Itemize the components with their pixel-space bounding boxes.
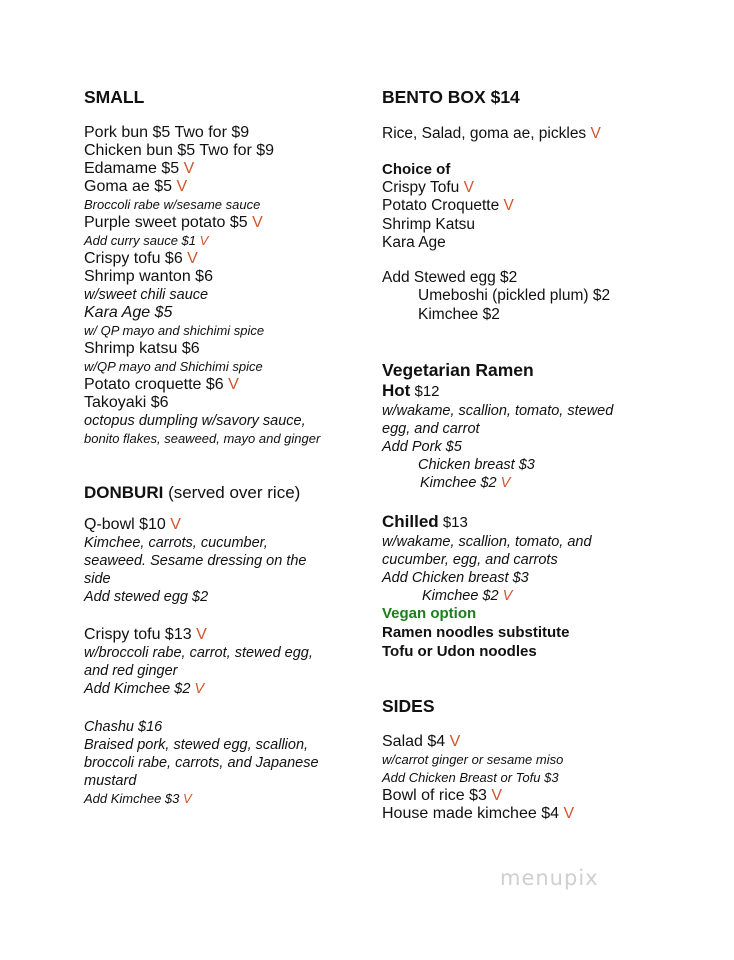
item-donburi-crispy-tofu-desc-3-label: Add Kimchee $2: [84, 681, 191, 697]
menupix-watermark: menupix: [500, 866, 599, 890]
vegetarian-mark: V: [194, 681, 205, 697]
ramen-vegan-desc-1: Ramen noodles substitute: [382, 624, 570, 641]
item-donburi-crispy-tofu-desc-1: w/broccoli rabe, carrot, stewed egg,: [84, 645, 313, 661]
side-salad: [382, 733, 682, 751]
bento-option-potato-croquette-label: Potato Croquette: [382, 197, 500, 214]
vegetarian-mark: V: [252, 214, 263, 231]
side-bowl-of-rice-label: Bowl of rice $3: [382, 787, 487, 804]
item-qbowl-desc-1: Kimchee, carrots, cucumber,: [84, 535, 268, 551]
vegetarian-mark: V: [491, 787, 503, 804]
item-purple-potato-desc: [84, 232, 364, 250]
ramen-hot-desc-5: [382, 474, 682, 492]
ramen-hot-desc-5-label: Kimchee $2: [420, 475, 497, 491]
donburi-chashu: [84, 718, 364, 808]
right-column: [382, 86, 682, 823]
ramen-vegan-option: Vegan option: [382, 605, 477, 622]
item-chashu-desc-4: [84, 790, 364, 808]
item-qbowl: [84, 516, 364, 534]
vegetarian-mark: V: [449, 733, 461, 750]
donburi-title: DONBURI: [84, 483, 164, 502]
ramen-hot-header: [382, 381, 682, 402]
bento-addons: [382, 269, 682, 325]
donburi-qbowl: [84, 516, 364, 606]
item-shrimp-katsu: Shrimp katsu $6: [84, 340, 200, 357]
vegetarian-mark: V: [563, 805, 575, 822]
ramen-chilled-desc-2: cucumber, egg, and carrots: [382, 552, 558, 568]
side-salad-desc-2: Add Chicken Breast or Tofu $3: [382, 770, 559, 785]
donburi-crispy-tofu: [84, 626, 364, 698]
ramen-chilled-price: $13: [438, 514, 468, 531]
bento-option-crispy-tofu-label: Crispy Tofu: [382, 178, 460, 196]
item-qbowl-desc-3: side: [84, 571, 111, 587]
bento-desc: [382, 125, 682, 144]
item-qbowl-desc-4: Add stewed egg $2: [84, 589, 209, 605]
bento-desc-label: Rice, Salad, goma ae, pickles: [382, 125, 587, 142]
ramen-hot: [382, 381, 682, 492]
item-chashu-desc-4-label: Add Kimchee $3: [84, 791, 180, 806]
side-house-kimchee-label: House made kimchee $4: [382, 805, 559, 822]
bento-section-title: BENTO BOX $14: [382, 87, 520, 107]
ramen-chilled-desc-4-label: Kimchee $2: [422, 588, 499, 604]
vegetarian-mark: V: [196, 626, 207, 643]
vegetarian-mark: V: [183, 160, 195, 177]
item-goma-ae: [84, 178, 364, 196]
item-pork-bun: Pork bun $5 Two for $9: [84, 124, 250, 141]
vegetarian-mark: V: [176, 178, 188, 195]
item-takoyaki: Takoyaki $6: [84, 394, 169, 411]
item-goma-ae-desc: Broccoli rabe w/sesame sauce: [84, 197, 261, 212]
item-shrimp-wanton: Shrimp wanton $6: [84, 268, 213, 285]
item-takoyaki-desc-1: octopus dumpling w/savory sauce,: [84, 413, 306, 429]
item-donburi-crispy-tofu: [84, 626, 364, 644]
item-donburi-crispy-tofu-desc-2: and red ginger: [84, 663, 178, 679]
bento-option-shrimp-katsu: Shrimp Katsu: [382, 215, 476, 233]
ramen-hot-desc-3: Add Pork $5: [382, 439, 462, 455]
item-potato-croquette: [84, 376, 364, 394]
left-column: [84, 86, 364, 808]
vegetarian-mark: V: [500, 475, 511, 491]
item-chashu-desc-1: Braised pork, stewed egg, scallion,: [84, 737, 309, 753]
item-crispy-tofu-label: Crispy tofu $6: [84, 250, 183, 267]
item-goma-ae-label: Goma ae $5: [84, 178, 173, 195]
vegetarian-mark: V: [463, 178, 474, 196]
item-purple-potato: [84, 214, 364, 232]
ramen-hot-price: $12: [410, 383, 440, 400]
ramen-vegan-desc-2: Tofu or Udon noodles: [382, 643, 537, 660]
bento-option-kara-age: Kara Age: [382, 234, 446, 251]
vegetarian-mark: V: [502, 588, 513, 604]
ramen-chilled-label: Chilled: [382, 512, 439, 531]
item-chashu-desc-3: mustard: [84, 773, 137, 789]
bento-option-crispy-tofu: [382, 179, 682, 198]
item-chicken-bun: Chicken bun $5 Two for $9: [84, 142, 275, 159]
bento-add-kimchee: Kimchee $2: [418, 305, 500, 323]
vegetarian-mark: V: [503, 197, 514, 214]
vegetarian-mark: V: [187, 250, 198, 267]
ramen-chilled-desc-1: w/wakame, scallion, tomato, and: [382, 534, 592, 550]
item-chashu-desc-2: broccoli rabe, carrots, and Japanese: [84, 755, 319, 771]
vegetarian-mark: V: [199, 233, 209, 248]
ramen-hot-desc-4: Chicken breast $3: [418, 457, 535, 473]
bento-choices: [382, 160, 682, 253]
ramen-chilled-desc-3: Add Chicken breast $3: [382, 570, 529, 586]
vegetarian-mark: V: [590, 125, 601, 142]
bento-add-stewed-egg: Add Stewed egg $2: [382, 268, 518, 286]
sides-section-title: SIDES: [382, 696, 435, 716]
ramen-chilled-desc-4: [382, 587, 682, 605]
small-section-title: SMALL: [84, 87, 145, 107]
vegetarian-mark: V: [183, 791, 192, 806]
donburi-subtitle: (served over rice): [163, 483, 301, 502]
bento-add-umeboshi: Umeboshi (pickled plum) $2: [418, 287, 611, 304]
item-takoyaki-desc-2: bonito flakes, seaweed, mayo and ginger: [84, 431, 321, 446]
side-salad-desc-1: w/carrot ginger or sesame miso: [382, 752, 564, 767]
item-shrimp-katsu-desc: w/QP mayo and Shichimi spice: [84, 359, 263, 374]
item-crispy-tofu: [84, 250, 364, 268]
item-potato-croquette-label: Potato croquette $6: [84, 376, 224, 393]
ramen-hot-desc-2: egg, and carrot: [382, 421, 480, 437]
ramen-hot-label: Hot: [382, 381, 411, 400]
sides-items: [382, 733, 682, 823]
bento-choice-title: Choice of: [382, 160, 451, 178]
side-house-kimchee: [382, 805, 682, 823]
vegetarian-mark: V: [228, 376, 239, 393]
side-salad-label: Salad $4: [382, 733, 446, 750]
item-purple-potato-label: Purple sweet potato $5: [84, 214, 248, 231]
ramen-chilled-header: [382, 512, 682, 533]
ramen-chilled: [382, 512, 682, 661]
item-chashu: Chashu $16: [84, 719, 163, 735]
item-donburi-crispy-tofu-desc-3: [84, 680, 364, 698]
item-donburi-crispy-tofu-label: Crispy tofu $13: [84, 626, 192, 643]
item-qbowl-desc-2: seaweed. Sesame dressing on the: [84, 553, 307, 569]
ramen-section-title: Vegetarian Ramen: [382, 360, 534, 380]
donburi-section-title: [84, 482, 364, 504]
bento-option-potato-croquette: [382, 197, 682, 216]
item-purple-potato-desc-label: Add curry sauce $1: [84, 233, 197, 248]
item-shrimp-wanton-desc: w/sweet chili sauce: [84, 287, 209, 303]
item-edamame: [84, 160, 364, 178]
item-edamame-label: Edamame $5: [84, 160, 180, 177]
item-kara-age-desc: w/ QP mayo and shichimi spice: [84, 323, 265, 338]
side-bowl-of-rice: [382, 787, 682, 805]
item-kara-age: Kara Age $5: [84, 304, 173, 321]
small-items: [84, 124, 364, 448]
vegetarian-mark: V: [170, 516, 181, 533]
item-qbowl-label: Q-bowl $10: [84, 516, 166, 533]
ramen-hot-desc-1: w/wakame, scallion, tomato, stewed: [382, 403, 614, 419]
